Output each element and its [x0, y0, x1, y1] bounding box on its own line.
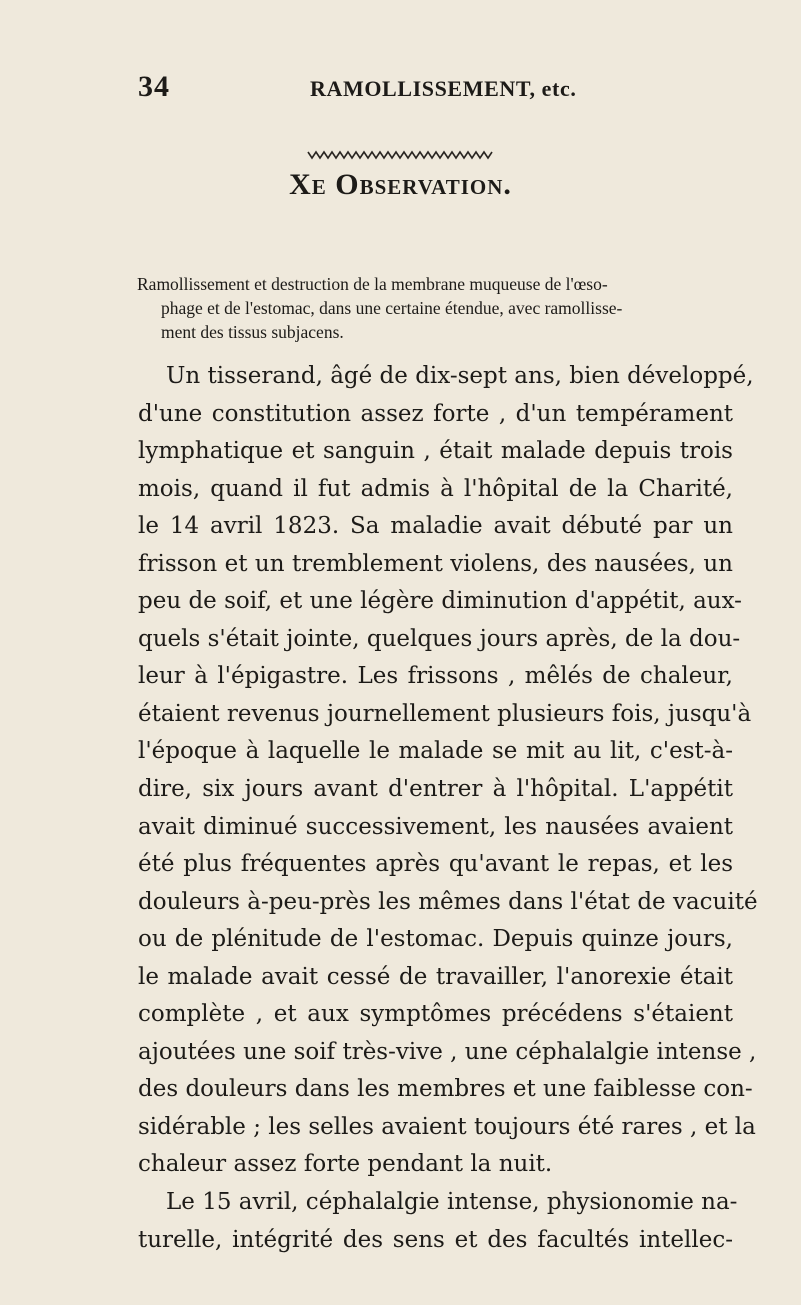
body-line: ou de plénitude de l'estomac. Depuis quinze jours, — [138, 926, 733, 953]
body-line: le malade avait cessé de travailler, l'anorexie était — [138, 963, 733, 990]
body-line: avait diminué successivement, les nausées avaient — [138, 813, 733, 840]
summary-line: ment des tissus subjacens. — [161, 322, 344, 342]
running-head — [138, 70, 718, 110]
decorative-rule-icon — [306, 146, 496, 164]
body-line: ajoutées une soif très-vive , une céphalalgie intense , — [138, 1038, 757, 1065]
body-line: sidérable ; les selles avaient toujours été rares , et la — [138, 1113, 756, 1140]
body-text — [138, 358, 758, 1259]
body-line: peu de soif, et une légère diminution d'appétit, aux- — [138, 588, 742, 615]
body-line: mois, quand il fut admis à l'hôpital de la Charité, — [138, 475, 733, 502]
body-line: le 14 avril 1823. Sa maladie avait débuté par un — [138, 513, 733, 540]
body-line: complète , et aux symptômes précédens s'étaient — [138, 1001, 733, 1028]
body-line: Un tisserand, âgé de dix-sept ans, bien développé, — [166, 363, 754, 389]
body-line: frisson et un tremblement violens, des nausées, un — [138, 550, 733, 577]
body-line: Le 15 avril, céphalalgie intense, physionomie na- — [166, 1189, 738, 1216]
running-title: RAMOLLISSEMENT, etc. — [310, 76, 577, 101]
body-line: douleurs à-peu-près les mêmes dans l'état de vacuité — [138, 888, 758, 915]
body-line: quels s'était jointe, quelques jours après, de la dou- — [138, 625, 741, 652]
summary-line: phage et de l'estomac, dans une certaine étendue, avec ramollisse- — [161, 298, 623, 318]
section-title: Xe Observation. — [289, 168, 512, 201]
body-line: dire, six jours avant d'entrer à l'hôpital. L'appétit — [138, 776, 733, 803]
body-line: des douleurs dans les membres et une faiblesse con- — [138, 1076, 753, 1103]
body-line: leur à l'épigastre. Les frissons , mêlés de chaleur, — [138, 663, 733, 690]
body-line: chaleur assez forte pendant la nuit. — [138, 1151, 553, 1178]
summary-line: Ramollissement et destruction de la membrane muqueuse de l'œso- — [137, 274, 608, 294]
page-number: 34 — [138, 70, 170, 103]
body-line: lymphatique et sanguin , était malade depuis trois — [138, 438, 733, 465]
body-line: l'époque à laquelle le malade se mit au lit, c'est-à- — [138, 738, 733, 765]
body-line: été plus fréquentes après qu'avant le repas, et les — [138, 851, 733, 878]
body-line: d'une constitution assez forte , d'un tempérament — [138, 400, 733, 427]
body-line: turelle, intégrité des sens et des facultés intellec- — [138, 1226, 733, 1253]
body-line: étaient revenus journellement plusieurs fois, jusqu'à — [138, 700, 752, 727]
observation-summary — [138, 272, 718, 344]
